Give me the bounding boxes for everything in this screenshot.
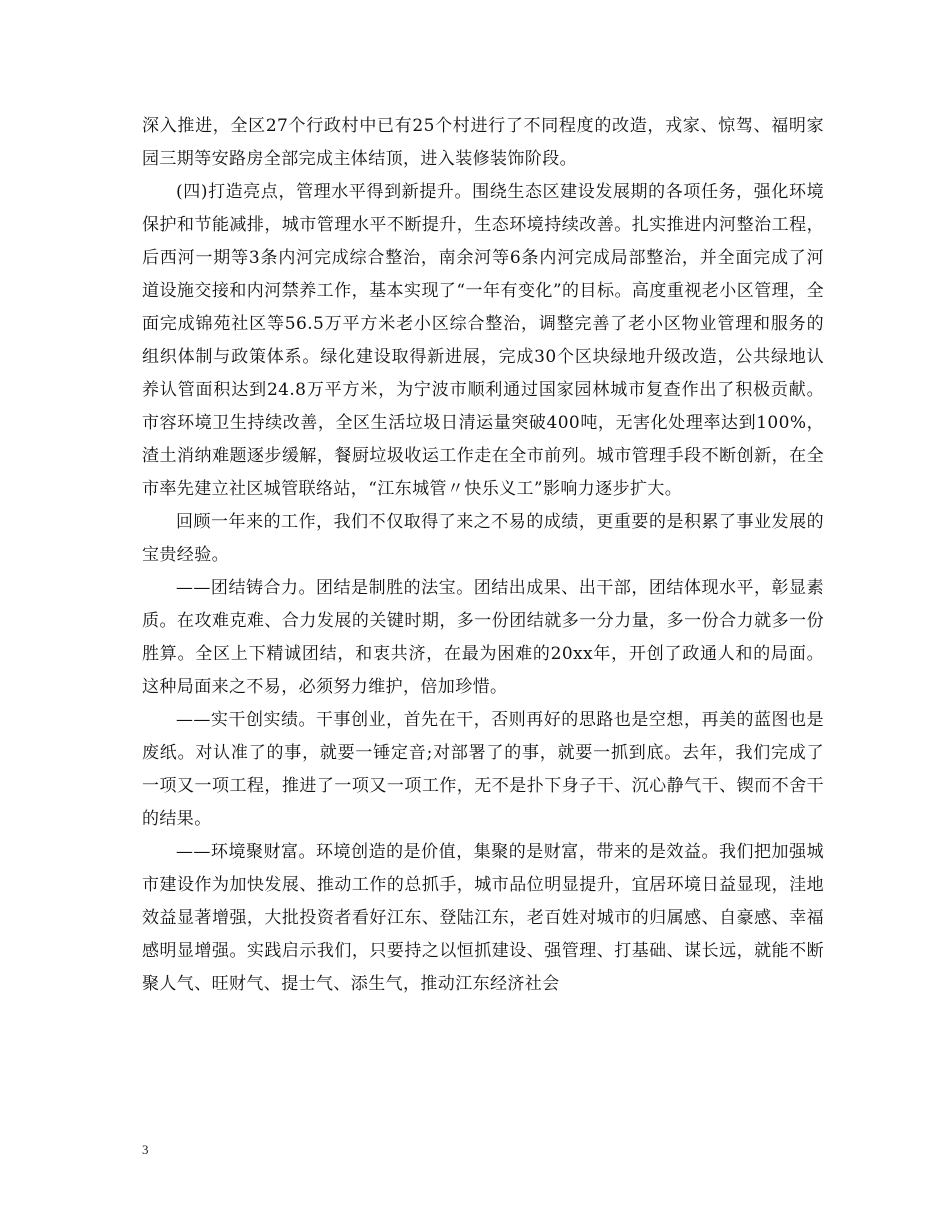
paragraph-continuation: 深入推进，全区27个行政村中已有25个村进行了不同程度的改造，戎家、惊驾、福明家园三期等安路房全部完成主体结顶，进入装修装饰阶段。 [142,116,824,169]
paragraph-review: 回顾一年来的工作，我们不仅取得了来之不易的成绩，更重要的是积累了事业发展的宝贵经验。 [142,512,824,565]
paragraph-environment: ——环境聚财富。环境创造的是价值，集聚的是财富，带来的是效益。我们把加强城市建设作为加快发展、推动工作的总抓手，城市品位明显提升，宜居环境日益显现，洼地效益显著增强，大批投资者看好江东、登陆江东，老百姓对城市的归属感、自豪感、幸福感明显增强。实践启示我们，只要持之以恒抓建设、强管理、打基础、谋长远，就能不断聚人气、旺财气、提士气、添生气，推动江东经济社会 [142,842,824,994]
paragraph-unity: ——团结铸合力。团结是制胜的法宝。团结出成果、出干部，团结体现水平，彰显素质。在攻难克难、合力发展的关键时期，多一份团结就多一分力量，多一份合力就多一份胜算。全区上下精诚团结，和衷共济，在最为困难的20xx年，开创了政通人和的局面。这种局面来之不易，必须努力维护，倍加珍惜。 [142,578,824,697]
paragraph-section-four: (四)打造亮点，管理水平得到新提升。围绕生态区建设发展期的各项任务，强化环境保护和节能减排，城市管理水平不断提升，生态环境持续改善。扎实推进内河整治工程，后西河一期等3条内河完成综合整治，南余河等6条内河完成局部整治，并全面完成了河道设施交接和内河禁养工作，基本实现了“一年有变化”的目标。高度重视老小区管理，全面完成锦苑社区等56.5万平方米老小区综合整治，调整完善了老小区物业管理和服务的组织体制与政策体系。绿化建设取得新进展，完成30个区块绿地升级改造，公共绿地认养认管面积达到24.8万平方米，为宁波市顺利通过国家园林城市复查作出了积极贡献。市容环境卫生持续改善，全区生活垃圾日清运量突破400吨，无害化处理率达到100%，渣土消纳难题逐步缓解，餐厨垃圾收运工作走在全市前列。城市管理手段不断创新，在全市率先建立社区城管联络站，“江东城管〃快乐义工”影响力逐步扩大。 [142,182,824,499]
document-body [142,110,824,1001]
page-number: 3 [142,1142,149,1157]
paragraph-hard-work: ——实干创实绩。干事创业，首先在干，否则再好的思路也是空想，再美的蓝图也是废纸。对认准了的事，就要一锤定音;对部署了的事，就要一抓到底。去年，我们完成了一项又一项工程，推进了一项又一项工作，无不是扑下身子干、沉心静气干、锲而不舍干的结果。 [142,710,824,829]
